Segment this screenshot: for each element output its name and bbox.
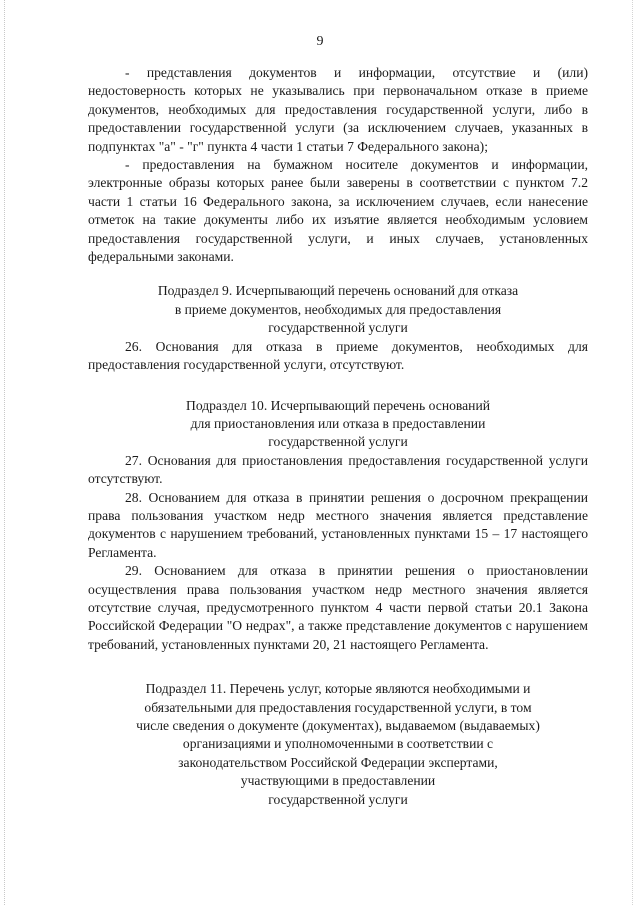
subsection-10-line-1: Подраздел 10. Исчерпывающий перечень оснований	[186, 397, 490, 413]
subsection-10-line-3: государственной услуги	[268, 434, 408, 450]
subsection-10-heading	[88, 397, 588, 452]
subsection-11-line-4: организациями и уполномоченными в соответствии с	[182, 736, 494, 752]
paragraph-item-2: - предоставления на бумажном носителе документов и информации, электронные образы которых ранее были заверены в соответствии с пунктом 7.2 части 1 статьи 16 Федерального закона, за исключением случаев, если нанесение отметок на такие документы либо их изъятие является необходимым условием предоставления государственной услуги, и иных случаев, установленных федеральными законами.	[88, 157, 588, 265]
subsection-9-heading	[88, 282, 588, 337]
subsection-11-line-2: обязательными для предоставления государственной услуги, в том	[144, 699, 532, 715]
subsection-11-line-3: числе сведения о документе (документах), выдаваемом (выдаваемых)	[136, 718, 540, 733]
scan-edge-left	[4, 0, 6, 905]
page-number: 9	[316, 34, 324, 49]
subsection-11-line-1: Подраздел 11. Перечень услуг, которые являются необходимыми и	[145, 681, 531, 697]
subsection-11-line-7: государственной услуги	[268, 791, 408, 807]
subsection-10-line-2: для приостановления или отказа в предоставлении	[190, 415, 486, 431]
subsection-11-line-6: участвующими в предоставлении	[240, 773, 436, 789]
subsection-11-line-5: законодательством Российской Федерации экспертами,	[178, 754, 498, 770]
subsection-11-heading	[88, 680, 588, 809]
paragraph-29: 29. Основанием для отказа в принятии решения о приостановлении осуществления права пользования участком недр местного значения является отсутствие случая, предусмотренного пунктом 4 части первой статьи 20.1 Закона Российской Федерации "О недрах", а также представление документов с нарушением требований, установленных пунктами 20, 21 настоящего Регламента.	[88, 563, 588, 652]
subsection-9-line-2: в приеме документов, необходимых для предоставления	[174, 301, 502, 317]
subsection-9-line-1: Подраздел 9. Исчерпывающий перечень оснований для отказа	[157, 283, 519, 299]
subsection-9-line-3: государственной услуги	[268, 320, 408, 336]
paragraph-26: 26. Основания для отказа в приеме документов, необходимых для предоставления государственной услуги, отсутствуют.	[88, 338, 588, 373]
document-body	[88, 64, 588, 809]
paragraph-item-1: - представления документов и информации, отсутствие и (или) недостоверность которых не указывались при первоначальном отказе в приеме документов, необходимых для предоставления государственной услуги, либо в предоставлении государственной услуги (за исключением случаев, указанных в подпунктах "а" - "г" пункта 4 части 1 статьи 7 Федерального закона);	[88, 65, 588, 154]
paragraph-27: 27. Основания для приостановления предоставления государственной услуги отсутствуют.	[88, 452, 588, 487]
paragraph-28: 28. Основанием для отказа в принятии решения о досрочном прекращении права пользования участком недр местного значения является представление документов с нарушением требований, установленных пунктами 15 – 17 настоящего Регламента.	[88, 489, 588, 560]
scan-edge-right	[632, 0, 634, 905]
